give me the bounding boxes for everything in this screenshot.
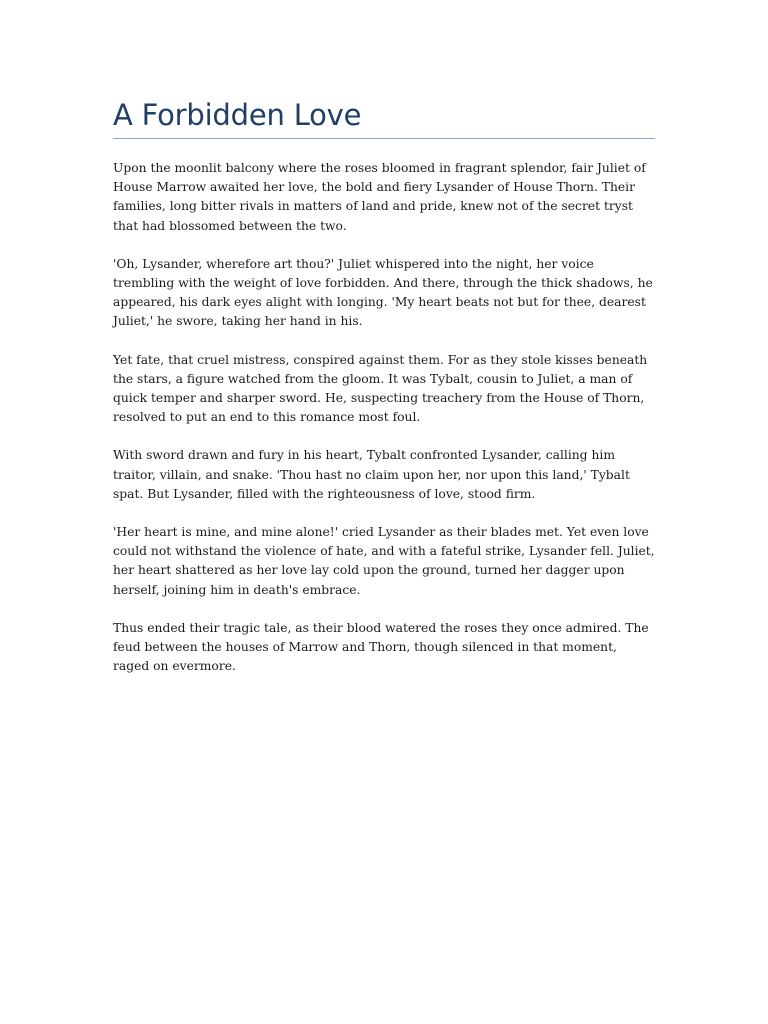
document-body — [113, 159, 655, 676]
paragraph: Yet fate, that cruel mistress, conspired against them. For as they stole kisses beneath the stars, a figure watched from the gloom. It was Tybalt, cousin to Juliet, a man of quick temper and sharper sword. He, suspecting treachery from the House of Thorn, resolved to put an end to this romance most foul. — [113, 352, 648, 425]
paragraph: 'Her heart is mine, and mine alone!' cried Lysander as their blades met. Yet even love could not withstand the violence of hate, and with a fateful strike, Lysander fell. Juliet, her heart shattered as her love lay cold upon the ground, turned her dagger upon herself, joining him in death's embrace. — [113, 525, 655, 597]
paragraph: Thus ended their tragic tale, as their blood watered the roses they once admired. The feud between the houses of Marrow and Thorn, though silenced in that moment, raged on evermore. — [113, 620, 649, 674]
paragraph: Upon the moonlit balcony where the roses bloomed in fragrant splendor, fair Juliet of House Marrow awaited her love, the bold and fiery Lysander of House Thorn. Their families, long bitter rivals in matters of land and pride, knew not of the secret tryst that had blossomed between the two. — [113, 161, 646, 233]
document-title: A Forbidden Love — [113, 96, 655, 139]
paragraph: With sword drawn and fury in his heart, Tybalt confronted Lysander, calling him traitor, villain, and snake. 'Thou hast no claim upon her, nor upon this land,' Tybalt spat. But Lysander, filled with the righteousness of love, stood firm. — [113, 448, 630, 501]
paragraph: 'Oh, Lysander, wherefore art thou?' Juliet whispered into the night, her voice trembling with the weight of love forbidden. And there, through the thick shadows, he appeared, his dark eyes alight with longing. 'My heart beats not but for thee, dearest Juliet,' he swore, taking her hand in his. — [113, 256, 653, 329]
document-page — [113, 96, 655, 695]
